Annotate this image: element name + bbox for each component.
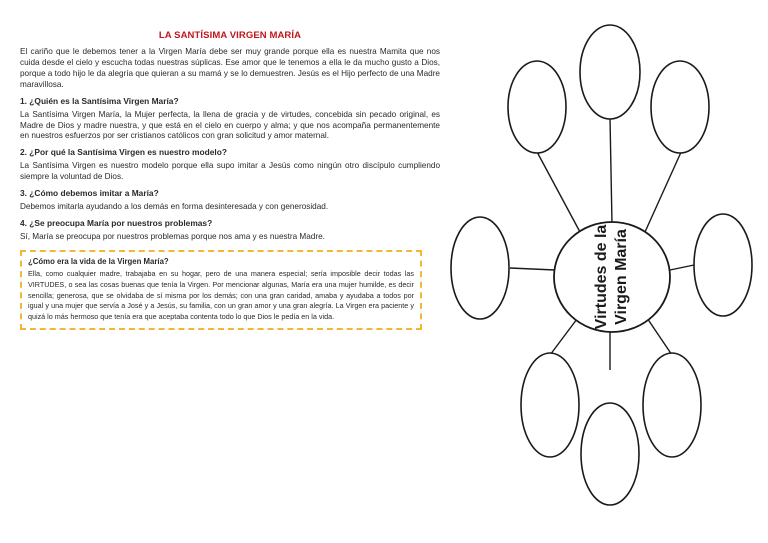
intro-paragraph: El cariño que le debemos tener a la Virgen María debe ser muy grande porque ella es nuestra Mamita que nos cuida desde el cielo y escucha todas nuestras súplicas. Ese amor que le tenemos a ella le da mucho gusto a Dios, porque a todo hijo le da alegría que quieran a su mamá y se lo demuestren. Jesús es el Hijo perfecto de una Madre maravillosa. <box>20 47 440 89</box>
petal-upper-left[interactable] <box>508 61 566 153</box>
petal-bottom[interactable] <box>581 403 639 505</box>
answer-2: La Santísima Virgen es nuestro modelo porque ella supo imitar a Jesús como ningún otro discípulo cumpliendo siempre la voluntad de Dios. <box>20 161 440 182</box>
document-title: LA SANTÍSIMA VIRGEN MARÍA <box>158 30 302 41</box>
virtues-web-diagram <box>440 0 768 543</box>
spoke-lower-right <box>645 315 672 355</box>
box-answer: Ella, como cualquier madre, trabajaba en su hogar, pero de una manera especial; sería imposible decir todas las VIRTUDES, o sea las cosas buenas que tenía la Virgen. Por mencionar algunas, María era una mujer humilde, es decir sencilla; generosa, que se olvidaba de sí misma por los demás; con una gran caridad, amaba y ayudaba a todos por igual y una mujer que servía a José y a Jesús, su familia, con un gran amor y una gran alegría. La Virgen era paciente y quizá lo más hermoso que tenía era que aceptaba contenta todo lo que Dios le pedía en la vida. <box>28 268 414 322</box>
reading-panel <box>20 30 440 330</box>
answer-1: La Santísima Virgen María, la Mujer perfecta, la llena de gracia y de virtudes, concebida sin pecado original, es Madre de Dios y madre nuestra, y que está en el cielo en cuerpo y alma; y que nos acompaña permanentemente en nuestros esfuerzos por ser cristianos católicos con gran solicitud y amor maternal. <box>20 109 440 141</box>
question-2: 2. ¿Por qué la Santísima Virgen es nuestro modelo? <box>20 147 227 158</box>
petal-lower-left[interactable] <box>521 353 579 457</box>
spoke-top <box>610 118 612 224</box>
spoke-lower-left <box>550 315 580 355</box>
petal-right[interactable] <box>694 214 752 316</box>
center-label-line2: Virgen María <box>613 229 630 325</box>
question-4: 4. ¿Se preocupa María por nuestros problemas? <box>20 218 213 229</box>
center-circle <box>554 222 670 332</box>
spoke-left <box>510 268 555 270</box>
petal-top[interactable] <box>580 25 640 119</box>
virtues-box <box>20 250 422 330</box>
center-label-line1: Virtudes de la <box>593 224 610 330</box>
spoke-upper-right <box>645 150 682 232</box>
question-3: 3. ¿Cómo debemos imitar a María? <box>20 188 159 199</box>
petal-left[interactable] <box>451 217 509 319</box>
box-question: ¿Cómo era la vida de la Virgen María? <box>28 256 169 266</box>
petal-lower-right[interactable] <box>643 353 701 457</box>
question-1: 1. ¿Quién es la Santísima Virgen María? <box>20 95 179 106</box>
spoke-upper-left <box>536 150 580 232</box>
answer-3: Debemos imitarla ayudando a los demás en forma desinteresada y con generosidad. <box>20 202 329 212</box>
spoke-right <box>670 265 694 270</box>
answer-4: Sí, María se preocupa por nuestros problemas porque nos ama y es nuestra Madre. <box>20 232 325 242</box>
petal-upper-right[interactable] <box>651 61 709 153</box>
